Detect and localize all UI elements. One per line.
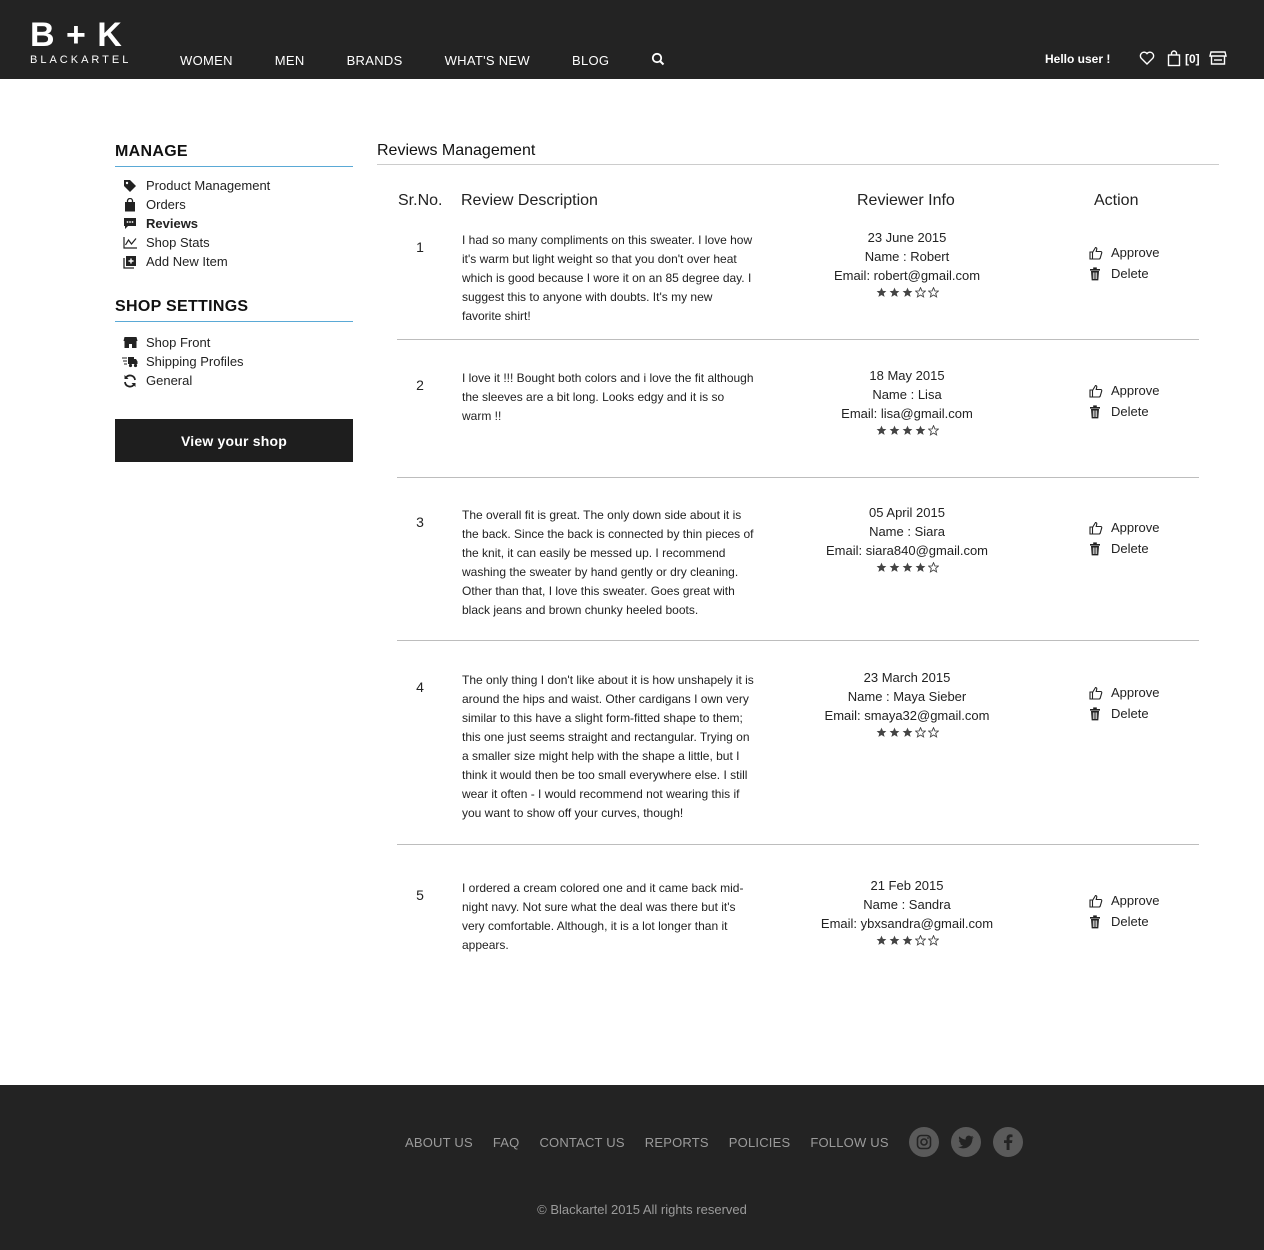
reviewer-name: Name : Maya Sieber (847, 689, 967, 704)
review-text: I ordered a cream colored one and it came back mid-night navy. Not sure what the deal was there but it's very comfortable. Although, it is a lot longer than it appears. (462, 881, 744, 952)
delete-label: Delete (1111, 266, 1149, 281)
review-date: 21 Feb 2015 (870, 878, 944, 893)
sidebar-item-label: Shop Stats (146, 235, 210, 250)
sidebar-item-label: Product Management (146, 178, 271, 193)
sidebar-item-shop-front[interactable] (122, 333, 244, 352)
copyright: © Blackartel 2015 All rights reserved (537, 1202, 747, 1217)
sidebar-item-shop-stats[interactable] (122, 233, 270, 252)
sidebar-item-label: Shop Front (146, 335, 211, 350)
footer (0, 1085, 1264, 1250)
sidebar-item-label: Orders (146, 197, 186, 212)
star-filled-icon (876, 935, 887, 946)
star-empty-icon (928, 287, 939, 298)
sidebar-item-label: Add New Item (146, 254, 228, 269)
approve-button[interactable] (1089, 890, 1189, 911)
table-row (397, 500, 1199, 641)
user-greeting[interactable]: Hello user ! (1045, 52, 1111, 66)
delete-label: Delete (1111, 914, 1149, 929)
star-filled-icon (876, 287, 887, 298)
approve-button[interactable] (1089, 242, 1189, 263)
logo-mark: B + K (30, 16, 123, 54)
star-filled-icon (902, 562, 913, 573)
row-actions (1089, 890, 1189, 932)
reviewer-name: Name : Lisa (872, 387, 942, 402)
trash-icon (1089, 542, 1103, 556)
star-filled-icon (876, 727, 887, 738)
trash-icon (1089, 267, 1103, 281)
sidebar-item-label: General (146, 373, 193, 388)
cart-count[interactable]: [0] (1185, 52, 1200, 66)
review-text: I had so many compliments on this sweater. I love how it's warm but light weight so that you don't over heat which is good because I wore it on an 85 degree day. I suggest this to anyone with doubts. It's my new favorite shirt! (462, 233, 753, 323)
review-text: I love it !!! Bought both colors and i love the fit although the sleeves are a bit long. Looks edgy and it is so warm !! (462, 371, 754, 423)
approve-button[interactable] (1089, 380, 1189, 401)
approve-label: Approve (1111, 383, 1160, 398)
star-filled-icon (915, 562, 926, 573)
column-header-action: Action (1094, 192, 1139, 209)
sidebar-item-label: Reviews (146, 216, 199, 231)
delete-button[interactable] (1089, 703, 1189, 724)
logo[interactable] (30, 16, 132, 66)
delete-label: Delete (1111, 706, 1149, 721)
top-navbar (0, 0, 1264, 79)
trash-icon (1089, 707, 1103, 721)
logo-wordmark: BLACKARTEL (30, 54, 132, 66)
row-actions (1089, 517, 1189, 559)
approve-label: Approve (1111, 520, 1160, 535)
shop-settings-heading: SHOP SETTINGS (115, 298, 353, 322)
store-icon (122, 335, 138, 351)
column-header-description: Review Description (461, 192, 598, 209)
delete-button[interactable] (1089, 911, 1189, 932)
delete-button[interactable] (1089, 263, 1189, 284)
instagram-icon[interactable] (909, 1127, 939, 1157)
row-number: 2 (416, 377, 424, 393)
star-rating (807, 562, 1007, 573)
star-filled-icon (889, 425, 900, 436)
review-date: 23 June 2015 (867, 230, 947, 245)
star-filled-icon (902, 727, 913, 738)
review-text: The overall fit is great. The only down side about it is the back. Since the back is connected by thin pieces of the knit, it can easily be messed up. I recommend washing the sweater by hand gently or dry cleaning. Other than that, I love this sweater. Goes great with black jeans and brown chunky heeled boots. (462, 508, 754, 617)
table-row (397, 225, 1199, 340)
reviewer-info (807, 876, 1007, 946)
star-filled-icon (889, 727, 900, 738)
star-filled-icon (876, 562, 887, 573)
tag-icon (122, 178, 138, 194)
star-empty-icon (928, 425, 939, 436)
review-date: 18 May 2015 (869, 368, 945, 383)
reviewer-name: Name : Siara (869, 524, 945, 539)
chart-icon (122, 235, 138, 251)
view-shop-button[interactable]: View your shop (115, 419, 353, 462)
facebook-icon[interactable] (993, 1127, 1023, 1157)
footer-link-about-us[interactable]: ABOUT US (405, 1134, 473, 1150)
star-empty-icon (928, 727, 939, 738)
column-header-reviewer-info: Reviewer Info (857, 192, 955, 209)
star-empty-icon (915, 287, 926, 298)
approve-button[interactable] (1089, 682, 1189, 703)
star-empty-icon (928, 562, 939, 573)
add-icon (122, 254, 138, 270)
shopping-bag-icon[interactable] (1167, 50, 1185, 68)
chat-icon (122, 216, 138, 232)
star-filled-icon (902, 425, 913, 436)
footer-links (405, 1127, 1035, 1157)
row-number: 3 (416, 514, 424, 530)
table-row (397, 363, 1199, 478)
delete-label: Delete (1111, 404, 1149, 419)
reviewer-email: Email: smaya32@gmail.com (824, 708, 990, 723)
thumbs-up-icon (1089, 521, 1103, 535)
truck-icon (122, 354, 138, 370)
reviewer-info (807, 366, 1007, 436)
footer-link-policies[interactable]: POLICIES (728, 1134, 791, 1150)
row-actions (1089, 242, 1189, 284)
sidebar-item-add-new-item[interactable] (122, 252, 270, 271)
nav-brands[interactable]: BRANDS (346, 52, 403, 68)
manage-heading: MANAGE (115, 143, 353, 167)
star-filled-icon (889, 287, 900, 298)
sidebar-item-product-management[interactable] (122, 176, 270, 195)
star-filled-icon (915, 425, 926, 436)
star-filled-icon (889, 562, 900, 573)
search-icon[interactable] (651, 52, 667, 68)
star-rating (807, 727, 1007, 738)
row-actions (1089, 380, 1189, 422)
star-empty-icon (915, 935, 926, 946)
nav-blog[interactable]: BLOG (571, 52, 610, 68)
nav-women[interactable]: WOMEN (180, 52, 233, 68)
footer-link-follow-us[interactable]: FOLLOW US (810, 1134, 889, 1150)
bag-icon (122, 197, 138, 213)
nav-men[interactable]: MEN (274, 52, 305, 68)
star-empty-icon (915, 727, 926, 738)
main-nav (180, 52, 667, 68)
nav-whats-new[interactable]: WHAT'S NEW (444, 52, 530, 68)
review-date: 23 March 2015 (863, 670, 951, 685)
approve-label: Approve (1111, 245, 1160, 260)
star-filled-icon (876, 425, 887, 436)
table-row (397, 665, 1199, 845)
shop-settings-menu (122, 333, 244, 390)
delete-button[interactable] (1089, 538, 1189, 559)
star-empty-icon (928, 935, 939, 946)
review-text: The only thing I don't like about it is how unshapely it is around the hips and waist. Other cardigans I own very similar to this have a slight form-fitted shape to them; this one just seems straight and rectangular. Trying on a smaller size might help with the shape a little, but I think it would then be too small everywhere else. I still wear it often - I would recommend not wearing this if you want to show off your curves, though! (462, 673, 754, 820)
trash-icon (1089, 405, 1103, 419)
approve-label: Approve (1111, 685, 1160, 700)
star-rating (807, 425, 1007, 436)
row-number: 5 (416, 887, 424, 903)
trash-icon (1089, 915, 1103, 929)
page-title: Reviews Management (377, 142, 1219, 165)
reviewer-name: Name : Robert (864, 249, 950, 264)
sidebar-item-orders[interactable] (122, 195, 270, 214)
review-date: 05 April 2015 (869, 505, 945, 520)
reviewer-info (807, 503, 1007, 573)
column-header-sr: Sr.No. (398, 192, 443, 209)
store-icon[interactable] (1209, 50, 1227, 68)
thumbs-up-icon (1089, 686, 1103, 700)
heart-icon[interactable] (1139, 50, 1157, 68)
reviewer-info (807, 668, 1007, 738)
twitter-icon[interactable] (951, 1127, 981, 1157)
footer-link-reports[interactable]: REPORTS (644, 1134, 709, 1150)
star-filled-icon (902, 935, 913, 946)
star-filled-icon (889, 935, 900, 946)
sidebar-item-general[interactable] (122, 371, 244, 390)
sidebar-item-reviews[interactable] (122, 214, 270, 233)
footer-link-contact-us[interactable]: CONTACT US (539, 1134, 625, 1150)
row-number: 1 (416, 239, 424, 255)
reviewer-info (807, 228, 1007, 298)
reviewer-email: Email: robert@gmail.com (833, 268, 981, 283)
thumbs-up-icon (1089, 894, 1103, 908)
reviewer-email: Email: ybxsandra@gmail.com (820, 916, 994, 931)
row-number: 4 (416, 679, 424, 695)
sidebar-item-label: Shipping Profiles (146, 354, 244, 369)
reviewer-email: Email: siara840@gmail.com (825, 543, 989, 558)
manage-menu (122, 176, 270, 271)
star-rating (807, 935, 1007, 946)
delete-label: Delete (1111, 541, 1149, 556)
star-rating (807, 287, 1007, 298)
approve-button[interactable] (1089, 517, 1189, 538)
thumbs-up-icon (1089, 384, 1103, 398)
approve-label: Approve (1111, 893, 1160, 908)
delete-button[interactable] (1089, 401, 1189, 422)
row-actions (1089, 682, 1189, 724)
reviewer-name: Name : Sandra (863, 897, 951, 912)
reviewer-email: Email: lisa@gmail.com (841, 406, 973, 421)
table-row (397, 873, 1199, 963)
footer-link-faq[interactable]: FAQ (492, 1134, 520, 1150)
thumbs-up-icon (1089, 246, 1103, 260)
sidebar-item-shipping-profiles[interactable] (122, 352, 244, 371)
star-filled-icon (902, 287, 913, 298)
refresh-icon (122, 373, 138, 389)
